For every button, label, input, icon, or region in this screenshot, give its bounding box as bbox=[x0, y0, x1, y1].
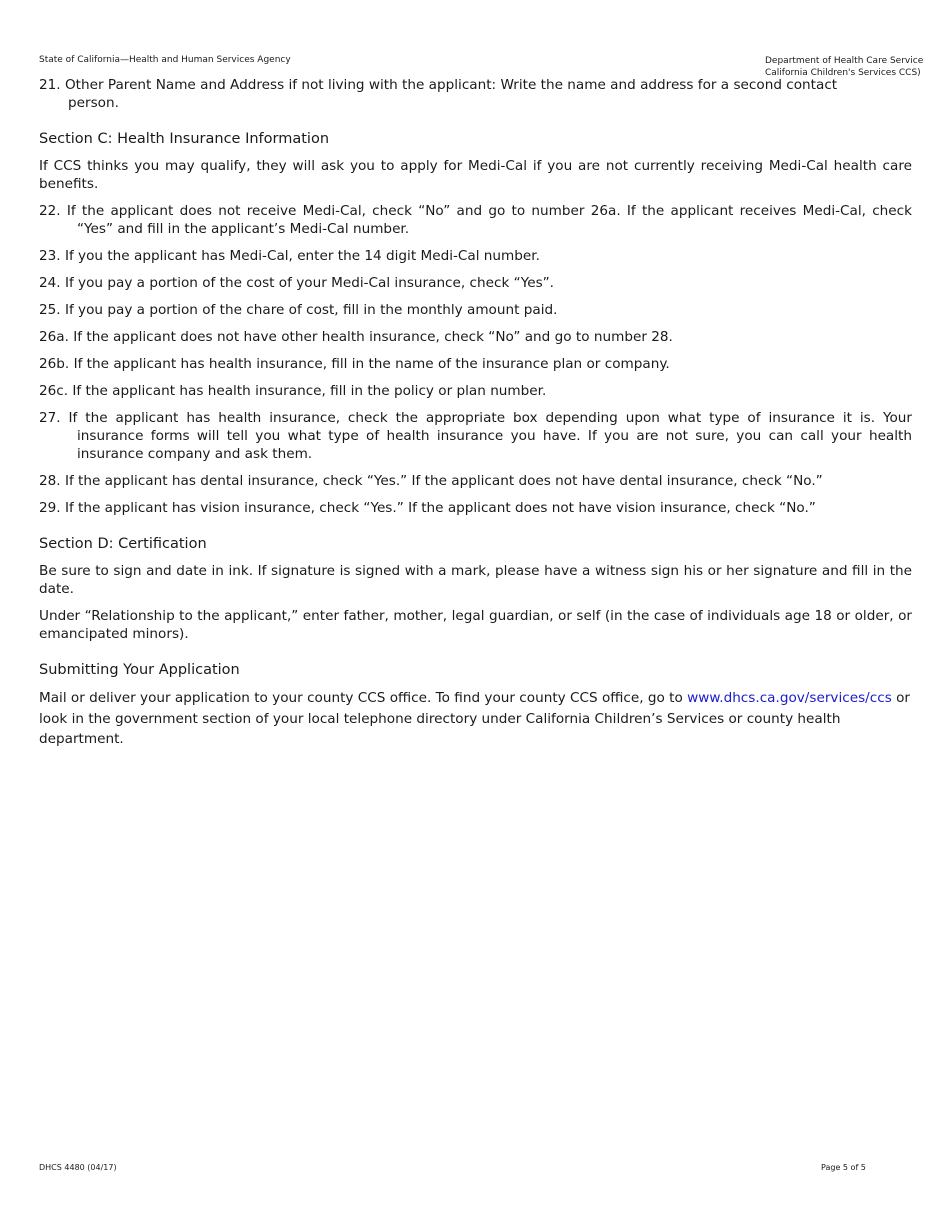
section-c-intro: If CCS thinks you may qualify, they will ask you to apply for Medi-Cal if you are not currently receiving Medi-Cal health care benefits. bbox=[39, 158, 912, 192]
instruction-26b: 26b. If the applicant has health insurance, fill in the name of the insurance plan or company. bbox=[39, 356, 670, 372]
section-d-title: Section D: Certification bbox=[39, 536, 207, 552]
submitting-text-after: or look in the government section of your local telephone directory under California Children’s Services or county health department. bbox=[39, 690, 911, 747]
instruction-21: 21. Other Parent Name and Address if not living with the applicant: Write the name and address for a second contact person. bbox=[39, 77, 838, 111]
submitting-text bbox=[39, 688, 912, 750]
section-c-title: Section C: Health Insurance Information bbox=[39, 131, 330, 147]
instruction-23: 23. If you the applicant has Medi-Cal, enter the 14 digit Medi-Cal number. bbox=[39, 248, 540, 264]
instruction-26c: 26c. If the applicant has health insurance, fill in the policy or plan number. bbox=[39, 383, 547, 399]
page-number: Page 5 of 5 bbox=[821, 1163, 866, 1172]
instruction-22: 22. If the applicant does not receive Medi-Cal, check “No” and go to number 26a. If the applicant receives Medi-Cal, check “Yes” and fill in the applicant’s Medi-Cal number. bbox=[39, 203, 912, 237]
header-department-line1: Department of Health Care Service bbox=[765, 56, 924, 66]
instruction-24: 24. If you pay a portion of the cost of your Medi-Cal insurance, check “Yes”. bbox=[39, 275, 555, 291]
header-agency: State of California—Health and Human Services Agency bbox=[39, 55, 291, 65]
submitting-title: Submitting Your Application bbox=[39, 662, 240, 678]
submitting-text-before: Mail or deliver your application to your county CCS office. To find your county CCS office, go to bbox=[39, 690, 688, 706]
dhcs-link[interactable]: www.dhcs.ca.gov/services/ccs bbox=[687, 690, 892, 706]
instruction-29: 29. If the applicant has vision insurance, check “Yes.” If the applicant does not have vision insurance, check “No.” bbox=[39, 500, 816, 516]
section-d-signature-text: Be sure to sign and date in ink. If signature is signed with a mark, please have a witness sign his or her signature and fill in the date. bbox=[39, 563, 912, 597]
instruction-27: 27. If the applicant has health insurance, check the appropriate box depending upon what type of insurance it is. Your insurance forms will tell you what type of health insurance you have. If you are not sure, you can call your health insurance company and ask them. bbox=[39, 410, 912, 462]
instruction-26a: 26a. If the applicant does not have other health insurance, check “No” and go to number 28. bbox=[39, 329, 673, 345]
form-number: DHCS 4480 (04/17) bbox=[39, 1163, 117, 1172]
header-department-line2: California Children's Services CCS) bbox=[765, 68, 921, 78]
instruction-28: 28. If the applicant has dental insurance, check “Yes.” If the applicant does not have dental insurance, check “No.” bbox=[39, 473, 823, 489]
section-d-relationship-text: Under “Relationship to the applicant,” enter father, mother, legal guardian, or self (in the case of individuals age 18 or older, or emancipated minors). bbox=[39, 608, 912, 642]
instruction-25: 25. If you pay a portion of the chare of cost, fill in the monthly amount paid. bbox=[39, 302, 558, 318]
document-body bbox=[39, 76, 912, 750]
